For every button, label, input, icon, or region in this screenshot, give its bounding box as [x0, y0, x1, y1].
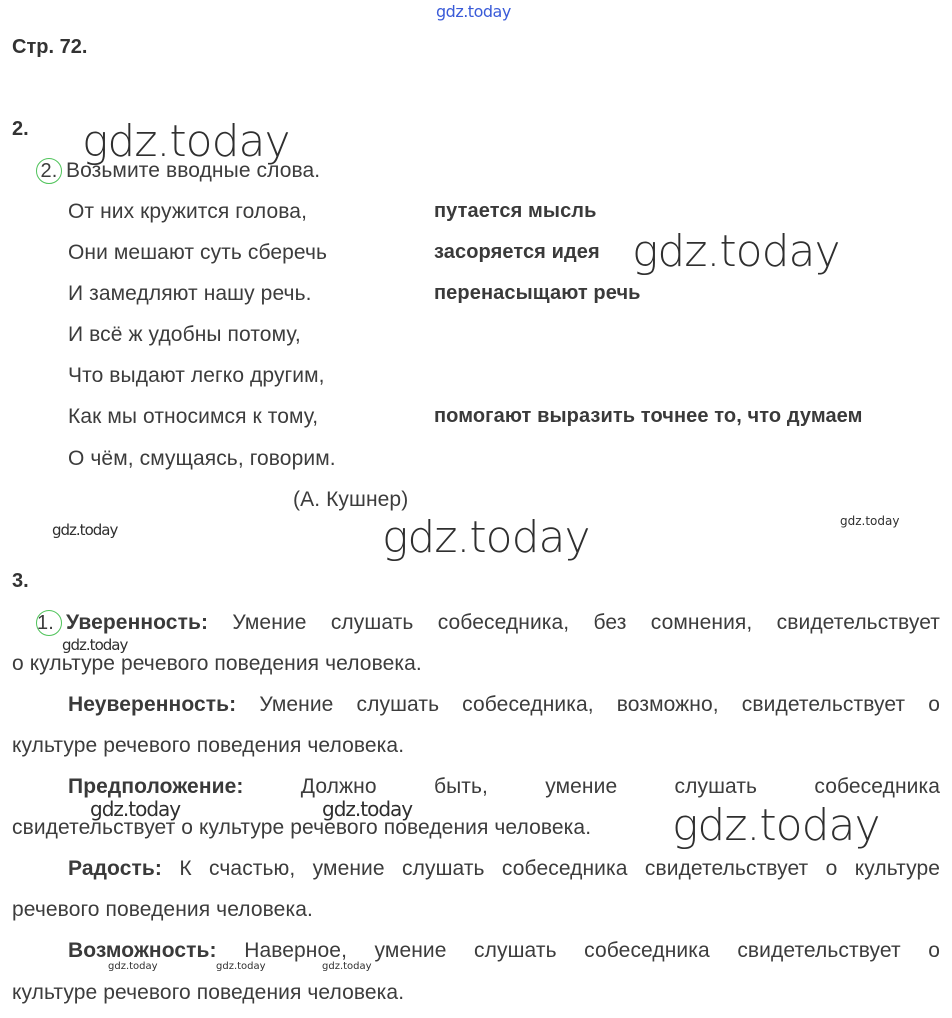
paragraph-text: Должно быть, умение слушать собеседника [300, 775, 940, 798]
task-number: 3. [12, 570, 29, 592]
poem-line: Как мы относимся к тому, [68, 405, 319, 428]
poem-line: О чём, смущаясь, говорим. [68, 447, 336, 470]
watermark-tiny: gdz.today [108, 961, 158, 972]
paragraph-line [68, 775, 940, 799]
paragraph-line: о культуре речевого поведения человека. [12, 652, 422, 675]
paragraph-line: культуре речевого поведения человека. [12, 734, 405, 757]
watermark-tiny: gdz.today [322, 961, 372, 972]
paragraph-text: Умение слушать собеседника, возможно, свидетельствует о [259, 693, 940, 716]
term-label: Радость: [68, 857, 162, 880]
task-number: 2. [12, 118, 29, 140]
paragraph-text: Умение слушать собеседника, без сомнения, свидетельствует [232, 611, 941, 634]
term-label: Предположение: [68, 775, 244, 798]
answer-text: помогают выразить точнее то, что думаем [434, 405, 863, 427]
poem-line: От них кружится голова, [68, 200, 308, 223]
paragraph-line: культуре речевого поведения человека. [12, 981, 405, 1004]
answer-text: путается мысль [434, 200, 597, 222]
term-label: Уверенность: [66, 611, 209, 634]
watermark-small: gdz.today [52, 521, 118, 539]
paragraph-text: К счастью, умение слушать собеседника свидетельствует о культуре [179, 857, 941, 880]
watermark-medium: gdz.today [90, 797, 181, 821]
paragraph-line [36, 610, 940, 636]
watermark-small: gdz.today [62, 636, 128, 654]
exercise-instruction [36, 158, 320, 184]
poem-line: И замедляют нашу речь. [68, 282, 312, 305]
poem-line: И всё ж удобны потому, [68, 323, 301, 346]
poem-author: (А. Кушнер) [293, 488, 409, 511]
paragraph-line [68, 693, 940, 717]
poem-line: Они мешают суть сберечь [68, 241, 328, 264]
watermark-large: gdz.today [632, 226, 840, 277]
paragraph-line: свидетельствует о культуре речевого поведения человека. [12, 816, 592, 839]
watermark-large: gdz.today [672, 800, 880, 851]
page-label: Стр. 72. [12, 36, 88, 58]
exercise-number-badge: 1. [36, 610, 62, 636]
instruction-text: Возьмите вводные слова. [66, 159, 321, 182]
exercise-number-badge: 2. [36, 158, 62, 184]
paragraph-line [68, 939, 940, 963]
watermark-large: gdz.today [382, 512, 590, 563]
watermark-top: gdz.today [436, 2, 511, 21]
watermark-large: gdz.today [82, 116, 290, 167]
answer-text: перенасыщают речь [434, 282, 641, 304]
paragraph-line [68, 857, 940, 881]
paragraph-line: речевого поведения человека. [12, 898, 313, 921]
watermark-medium: gdz.today [322, 797, 413, 821]
answer-text: засоряется идея [434, 241, 600, 263]
watermark-small: gdz.today [840, 514, 900, 528]
watermark-tiny: gdz.today [216, 961, 266, 972]
paragraph-text: Наверное, умение слушать собеседника свидетельствует о [244, 939, 940, 962]
poem-line: Что выдают легко другим, [68, 364, 325, 387]
term-label: Возможность: [68, 939, 217, 962]
term-label: Неуверенность: [68, 693, 237, 716]
